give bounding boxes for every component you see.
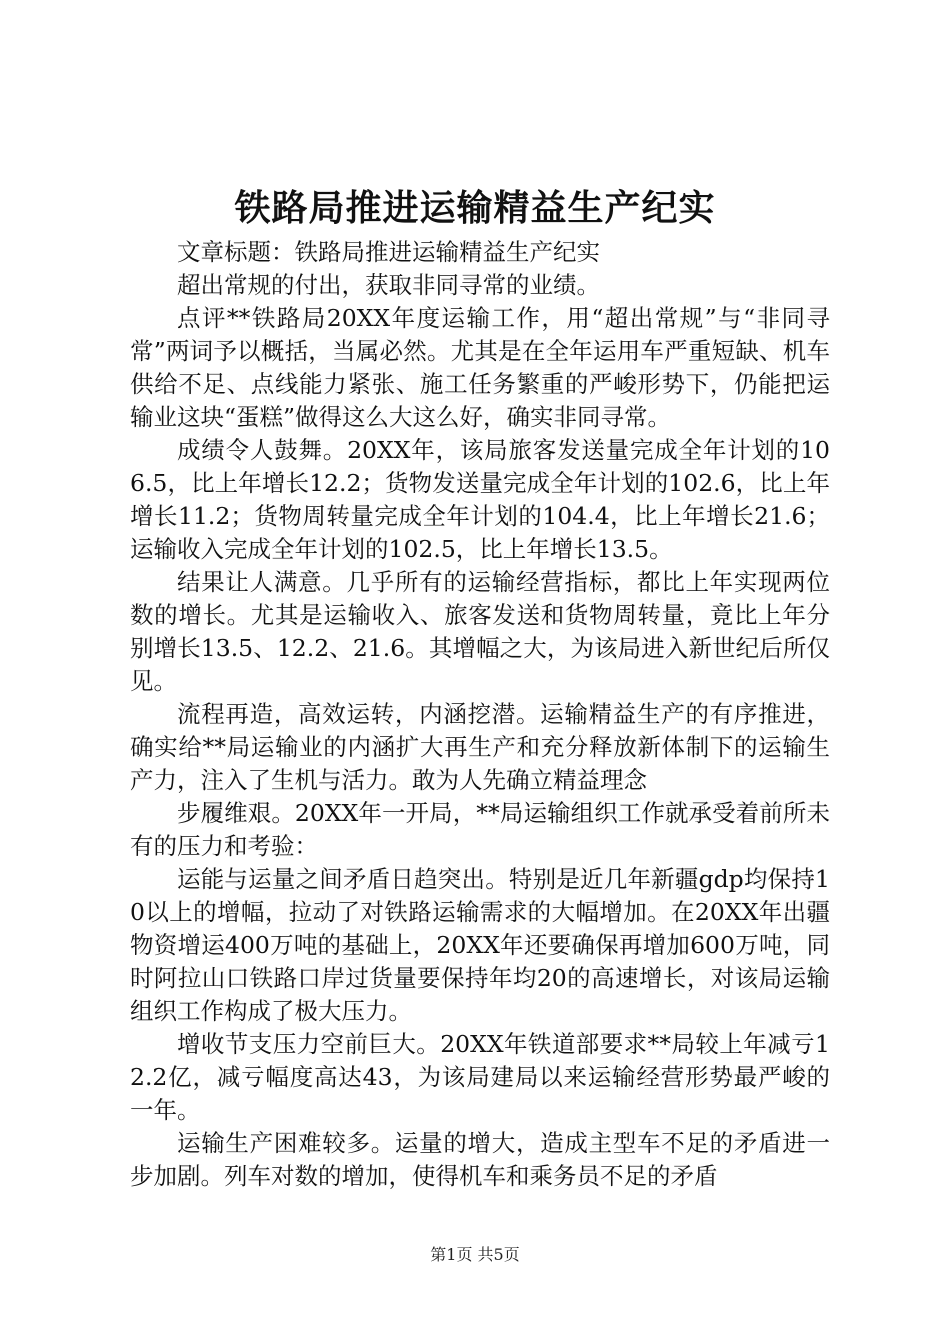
paragraph-process: 流程再造，高效运转，内涵挖潜。运输精益生产的有序推进，确实给**局运输业的内涵扩大再生产和充分释放新体制下的运输生产力，注入了生机与活力。敢为人先确立精益理念 xyxy=(130,700,830,794)
paragraph-article-title: 文章标题：铁路局推进运输精益生产纪实 xyxy=(177,238,600,266)
paragraph-lead: 超出常规的付出，获取非同寻常的业绩。 xyxy=(177,271,600,299)
paragraph-cost-pressure: 增收节支压力空前巨大。20XX年铁道部要求**局较上年减亏12.2亿，减亏幅度高达43，为该局建局以来运输经营形势最严峻的一年。 xyxy=(130,1030,830,1124)
paragraph-review: 点评**铁路局20XX年度运输工作，用“超出常规”与“非同寻常”两词予以概括，当属必然。尤其是在全年运用车严重短缺、机车供给不足、点线能力紧张、施工任务繁重的严峻形势下，仍能把运输业这块“蛋糕”做得这么大这么好，确实非同寻常。 xyxy=(130,304,830,431)
paragraph-difficulty: 步履维艰。20XX年一开局，**局运输组织工作就承受着前所未有的压力和考验： xyxy=(130,799,830,860)
paragraph-capacity: 运能与运量之间矛盾日趋突出。特别是近几年新疆gdp均保持10以上的增幅，拉动了对铁路运输需求的大幅增加。在20XX年出疆物资增运400万吨的基础上，20XX年还要确保再增加600万吨，同时阿拉山口铁路口岸过货量要保持年均20的高速增长，对该局运输组织工作构成了极大压力。 xyxy=(130,865,830,1025)
page-footer: 第1页 共5页 xyxy=(430,1245,520,1264)
document-body xyxy=(130,236,830,1193)
document-title: 铁路局推进运输精益生产纪实 xyxy=(234,187,716,229)
paragraph-production-difficulty: 运输生产困难较多。运量的增大，造成主型车不足的矛盾进一步加剧。列车对数的增加，使得机车和乘务员不足的矛盾 xyxy=(130,1129,830,1190)
paragraph-achievements: 成绩令人鼓舞。20XX年，该局旅客发送量完成全年计划的106.5，比上年增长12.2；货物发送量完成全年计划的102.6，比上年增长11.2；货物周转量完成全年计划的104.4，比上年增长21.6；运输收入完成全年计划的102.5，比上年增长13.5。 xyxy=(130,436,830,563)
paragraph-results: 结果让人满意。几乎所有的运输经营指标，都比上年实现两位数的增长。尤其是运输收入、旅客发送和货物周转量，竟比上年分别增长13.5、12.2、21.6。其增幅之大，为该局进入新世纪后所仅见。 xyxy=(130,568,830,695)
